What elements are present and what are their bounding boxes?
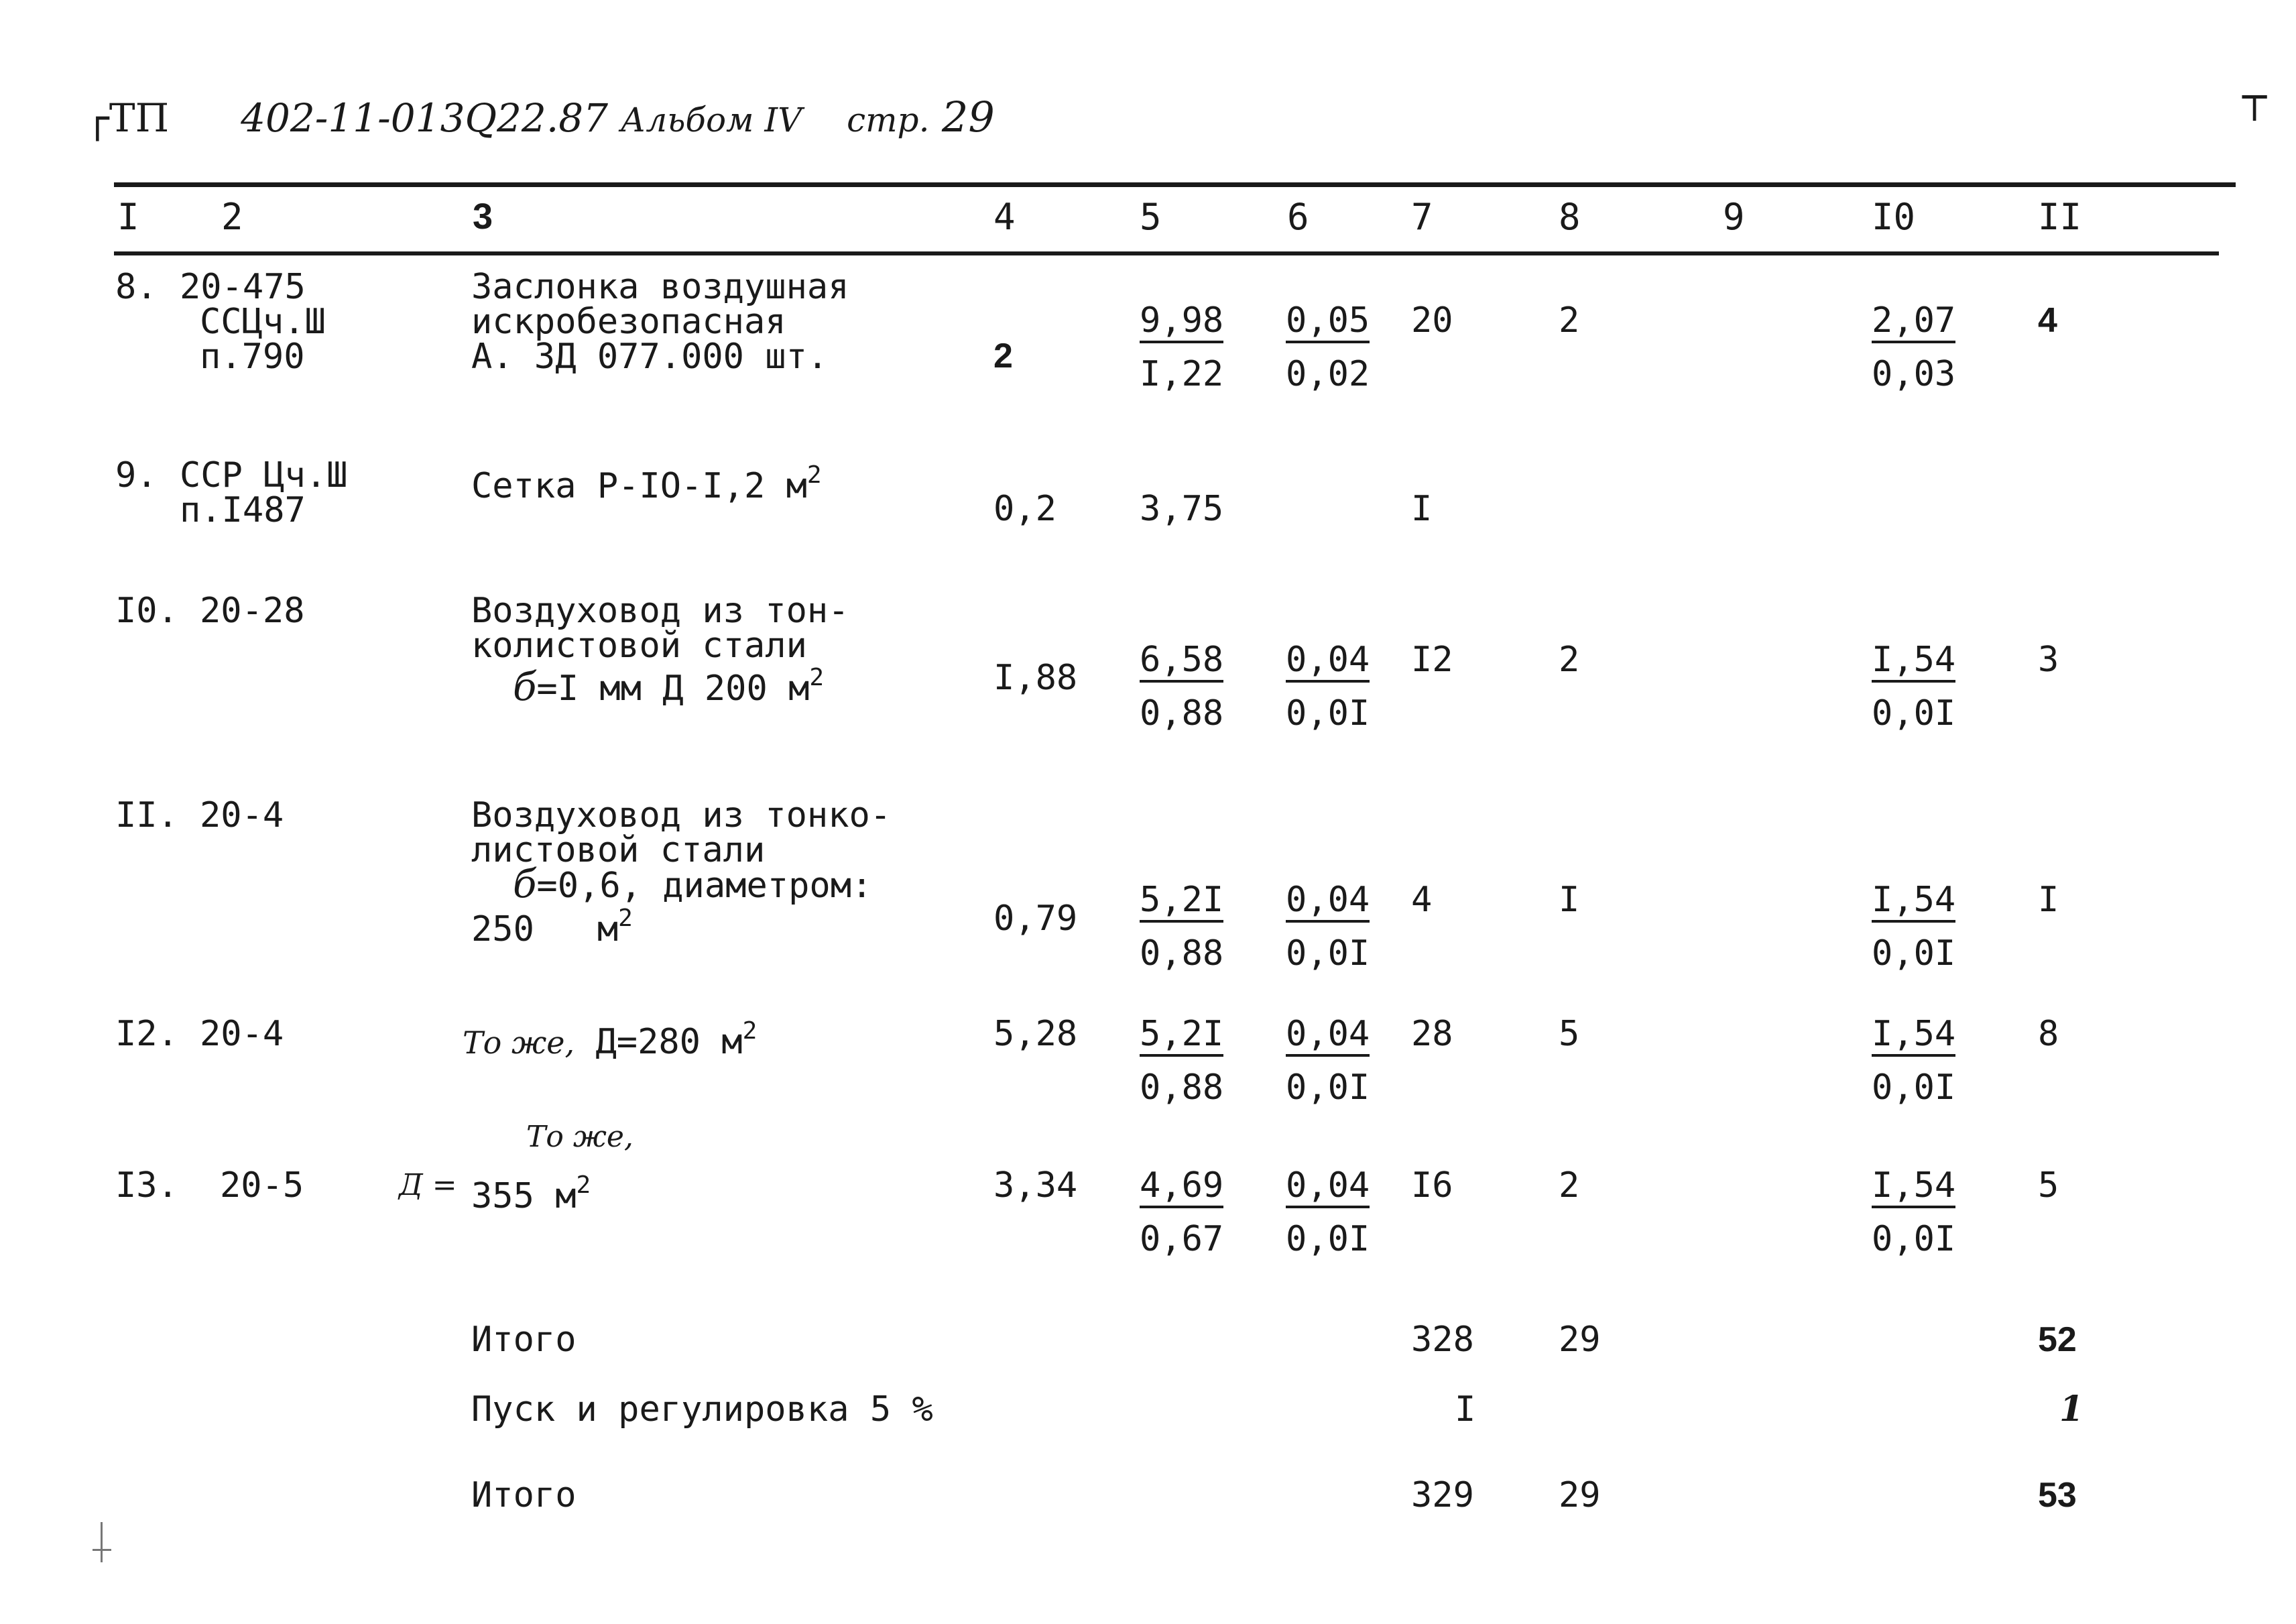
totals-col7: 328 xyxy=(1411,1320,1474,1360)
row-code-line: п.790 xyxy=(200,337,305,377)
grand-total-col11: 53 xyxy=(2038,1476,2077,1515)
delta-symbol: б xyxy=(513,861,537,907)
row-code: 20-4 xyxy=(200,1014,284,1054)
col5-bottom: 0,88 xyxy=(1140,933,1224,974)
row-col10 xyxy=(1872,1014,1956,1108)
row-col5 xyxy=(1140,300,1224,394)
col6-bottom: 0,0I xyxy=(1286,693,1370,734)
row-description-line xyxy=(471,901,633,947)
col-header-4: 4 xyxy=(993,196,1016,238)
delta-symbol: б xyxy=(513,664,537,709)
row-description-text: Сетка Р-IO-I,2 м xyxy=(471,466,807,506)
col10-bottom: 0,0I xyxy=(1872,933,1956,974)
row-col11: 8 xyxy=(2038,1014,2059,1054)
col-header-1: I xyxy=(117,196,139,238)
row-description-text: 250 м xyxy=(471,909,619,949)
col10-top: 2,07 xyxy=(1872,303,1955,343)
unit-superscript: 2 xyxy=(809,664,825,691)
row-col7: 28 xyxy=(1411,1014,1453,1054)
col5-bottom: 0,67 xyxy=(1140,1219,1224,1259)
row-code-line: ССЦч.Ш xyxy=(200,302,326,342)
row-number: I0. xyxy=(115,591,178,631)
row-code: ССР Цч.Ш xyxy=(180,455,348,496)
row-col8: 5 xyxy=(1559,1014,1580,1054)
col-header-3: 3 xyxy=(473,196,493,237)
row-col10 xyxy=(1872,300,1956,394)
header-page-label: стр. xyxy=(847,101,930,139)
row-col10 xyxy=(1872,880,1956,974)
row-number: I3. xyxy=(115,1165,178,1206)
header-rule-top xyxy=(114,182,2236,187)
row-number: 9. xyxy=(115,455,158,496)
row-quantity: 0,79 xyxy=(993,898,1078,939)
row-col7: I2 xyxy=(1411,640,1453,680)
row-description-line: листовой стали xyxy=(471,830,766,870)
row-col8: I xyxy=(1559,880,1580,920)
header-doc-number: 402-11-013Q22.87 xyxy=(241,95,609,141)
col10-top: I,54 xyxy=(1872,642,1955,683)
row-code: 20-28 xyxy=(200,591,305,631)
row-number: 8. xyxy=(115,267,158,307)
startup-col7: I xyxy=(1455,1389,1476,1430)
row-col7: 20 xyxy=(1411,300,1453,341)
row-quantity: 0,2 xyxy=(993,489,1056,529)
row-col7: I6 xyxy=(1411,1165,1453,1206)
row-code: 20-4 xyxy=(200,795,284,835)
row-col10 xyxy=(1872,640,1956,734)
row-description-line xyxy=(513,861,873,907)
row-code: 20-475 xyxy=(180,267,306,307)
row-col6 xyxy=(1286,880,1370,974)
row-description-line xyxy=(513,660,825,709)
col6-bottom: 0,0I xyxy=(1286,933,1370,974)
diameter-prefix: Д = xyxy=(399,1168,457,1202)
doc-header xyxy=(86,93,995,141)
totals-col8: 29 xyxy=(1559,1320,1601,1360)
row-description-text: =I мм Д 200 м xyxy=(536,669,810,709)
col6-top: 0,05 xyxy=(1286,303,1370,343)
handwritten-same: То же, xyxy=(463,1025,575,1061)
corner-tick xyxy=(101,1522,103,1562)
col10-top: I,54 xyxy=(1872,1017,1955,1057)
row-description-text: 355 м xyxy=(471,1176,577,1216)
startup-col11: 1 xyxy=(2059,1389,2084,1430)
row-col8: 2 xyxy=(1559,640,1580,680)
col6-top: 0,04 xyxy=(1286,642,1370,683)
row-col5 xyxy=(1140,1014,1224,1108)
col5-top: 6,58 xyxy=(1140,642,1223,683)
totals-label: Итого xyxy=(471,1320,577,1360)
corner-mark-right: ┬ xyxy=(2242,74,2267,121)
col-header-6: 6 xyxy=(1287,196,1309,238)
row-col6 xyxy=(1286,1165,1370,1259)
row-number: II. xyxy=(115,795,178,835)
row-description-line: искробезопасная xyxy=(471,302,786,342)
col5-bottom: 0,88 xyxy=(1140,1067,1224,1108)
col-header-10: I0 xyxy=(1872,196,1916,238)
header-code: ТП xyxy=(109,95,170,141)
grand-total-label: Итого xyxy=(471,1475,577,1515)
col6-bottom: 0,0I xyxy=(1286,1219,1370,1259)
row-col5: 3,75 xyxy=(1140,489,1224,529)
col6-bottom: 0,02 xyxy=(1286,354,1370,394)
row-col8: 2 xyxy=(1559,1165,1580,1206)
row-col11: 3 xyxy=(2038,640,2059,680)
unit-superscript: 2 xyxy=(576,1171,591,1199)
col6-top: 0,04 xyxy=(1286,1168,1370,1208)
unit-superscript: 2 xyxy=(618,905,633,932)
col5-top: 5,2I xyxy=(1140,1017,1223,1057)
row-quantity: I,88 xyxy=(993,658,1078,698)
row-col11: 4 xyxy=(2038,301,2057,340)
grand-total-col7: 329 xyxy=(1411,1475,1474,1515)
col5-bottom: I,22 xyxy=(1140,354,1224,394)
col-header-5: 5 xyxy=(1140,196,1162,238)
row-col5 xyxy=(1140,640,1224,734)
col-header-8: 8 xyxy=(1559,196,1581,238)
handwritten-same: То же, xyxy=(526,1120,633,1154)
row-col5 xyxy=(1140,1165,1224,1259)
row-quantity: 2 xyxy=(993,337,1013,375)
col10-bottom: 0,0I xyxy=(1872,693,1956,734)
row-quantity: 5,28 xyxy=(993,1014,1078,1054)
row-description-line: колистовой стали xyxy=(471,626,807,666)
row-col5 xyxy=(1140,880,1224,974)
col-header-7: 7 xyxy=(1411,196,1433,238)
startup-label: Пуск и регулировка 5 % xyxy=(471,1389,933,1430)
row-code-line: п.I487 xyxy=(180,490,306,530)
grand-total-col8: 29 xyxy=(1559,1475,1601,1515)
col5-top: 5,2I xyxy=(1140,882,1223,923)
row-col7: I xyxy=(1411,489,1433,529)
col10-top: I,54 xyxy=(1872,1168,1955,1208)
col5-bottom: 0,88 xyxy=(1140,693,1224,734)
row-col11: 5 xyxy=(2038,1165,2059,1206)
row-col6 xyxy=(1286,300,1370,394)
col10-bottom: 0,0I xyxy=(1872,1219,1956,1259)
row-description-line: А. ЗД 077.000 шт. xyxy=(471,337,829,377)
col6-top: 0,04 xyxy=(1286,1017,1370,1057)
row-description xyxy=(471,458,822,504)
row-description-line: Заслонка воздушная xyxy=(471,267,849,307)
col10-bottom: 0,0I xyxy=(1872,1067,1956,1108)
row-col11: I xyxy=(2038,880,2059,920)
header-album: Альбом IV xyxy=(620,101,802,139)
row-description-text: Д=280 м xyxy=(595,1022,743,1062)
col10-bottom: 0,03 xyxy=(1872,354,1956,394)
row-col10 xyxy=(1872,1165,1956,1259)
col-header-9: 9 xyxy=(1723,196,1745,238)
corner-tick xyxy=(93,1549,111,1551)
col5-top: 9,98 xyxy=(1140,303,1223,343)
col5-top: 4,69 xyxy=(1140,1168,1223,1208)
row-description-line: Воздуховод из тонко- xyxy=(471,795,892,835)
row-number: I2. xyxy=(115,1014,178,1054)
row-col6 xyxy=(1286,1014,1370,1108)
row-description-line: Воздуховод из тон- xyxy=(471,591,849,631)
col10-top: I,54 xyxy=(1872,882,1955,923)
corner-mark: ┌ xyxy=(86,95,109,141)
row-quantity: 3,34 xyxy=(993,1165,1078,1206)
header-page-number: 29 xyxy=(941,93,995,141)
row-description-text: =0,6, диаметром: xyxy=(536,866,873,906)
totals-col11: 52 xyxy=(2038,1320,2077,1359)
row-description xyxy=(463,1014,757,1060)
unit-superscript: 2 xyxy=(742,1017,758,1045)
col-header-2: 2 xyxy=(221,196,243,238)
unit-superscript: 2 xyxy=(806,461,822,489)
col6-top: 0,04 xyxy=(1286,882,1370,923)
header-rule-bottom xyxy=(114,251,2219,255)
row-col7: 4 xyxy=(1411,880,1433,920)
row-description xyxy=(471,1168,591,1214)
col-header-11: II xyxy=(2038,196,2082,238)
row-col8: 2 xyxy=(1559,300,1580,341)
row-col6 xyxy=(1286,640,1370,734)
col6-bottom: 0,0I xyxy=(1286,1067,1370,1108)
row-code: 20-5 xyxy=(220,1165,304,1206)
